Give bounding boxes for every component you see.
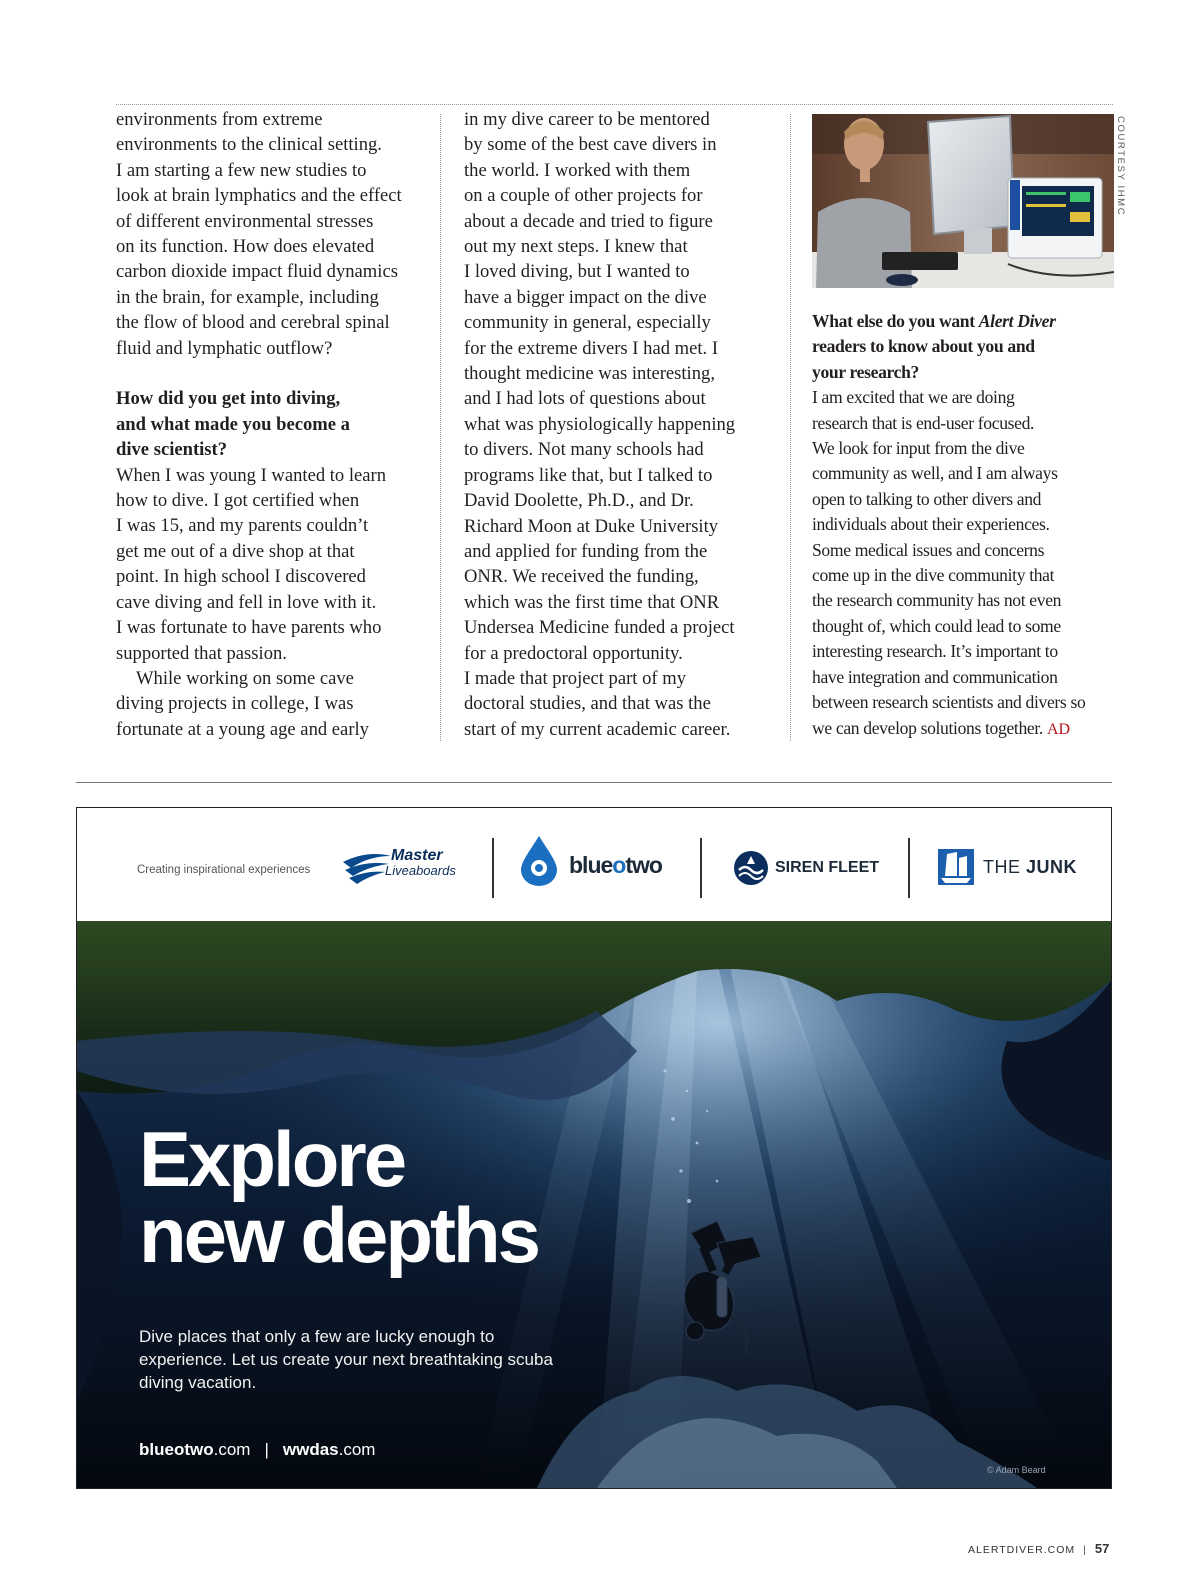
text-line: for the extreme divers I had met. I xyxy=(464,337,719,359)
page-number: 57 xyxy=(1094,1541,1110,1556)
siren-fleet-wordmark: SIREN FLEET xyxy=(775,859,880,876)
water-drop-icon xyxy=(519,834,559,886)
text-line: community as well, and I am always xyxy=(812,463,1058,484)
column-divider-2 xyxy=(790,114,791,741)
ad-tagline: Creating inspirational experiences xyxy=(137,864,311,876)
text-line: thought of, which could lead to some xyxy=(812,615,1061,636)
text-line: fluid and lymphatic outflow? xyxy=(116,337,333,359)
text-line: I was 15, and my parents couldn’t xyxy=(116,515,369,537)
logo-divider xyxy=(908,838,910,898)
text-line: what was physiologically happening xyxy=(464,413,736,435)
text-line: ONR. We received the funding, xyxy=(464,566,699,588)
text-line: by some of the best cave divers in xyxy=(464,134,717,156)
text-line: about a decade and tried to figure xyxy=(464,210,713,232)
text-line: Some medical issues and concerns xyxy=(812,539,1045,560)
page-footer: ALERTDIVER.COM | 57 xyxy=(968,1541,1110,1556)
blue-o-two-wordmark: blueotwo xyxy=(569,852,662,878)
text-line: research that is end-user focused. xyxy=(812,412,1035,433)
text-line: start of my current academic career. xyxy=(464,718,731,740)
lab-scene-illustration xyxy=(812,114,1114,288)
text-line: and I had lots of questions about xyxy=(464,388,706,410)
text-line: out my next steps. I knew that xyxy=(464,236,688,258)
text-line: on a couple of other projects for xyxy=(464,185,703,207)
text-line: open to talking to other divers and xyxy=(812,488,1042,509)
text-line: interesting research. It’s important to xyxy=(812,641,1058,662)
article-column-1 xyxy=(116,107,424,742)
text-line: the research community has not even xyxy=(812,590,1062,611)
text-line: doctoral studies, and that was the xyxy=(464,693,711,715)
text-line: carbon dioxide impact fluid dynamics xyxy=(116,261,398,283)
text-line: and what made you become a xyxy=(116,413,350,435)
text-line: environments from extreme xyxy=(116,109,323,130)
junk-boat-icon xyxy=(937,848,975,886)
text-line: individuals about their experiences. xyxy=(812,514,1050,535)
text-line: dive scientist? xyxy=(116,439,228,461)
text-line: point. In high school I discovered xyxy=(116,566,366,588)
text-line: look at brain lymphatics and the effect xyxy=(116,185,402,207)
ad-urls: blueotwo.com | wwdas.com xyxy=(139,1440,376,1459)
advertisement[interactable] xyxy=(76,807,1112,1489)
paragraph-cave-projects xyxy=(116,666,424,742)
text-line: and applied for funding from the xyxy=(464,540,708,562)
article-column-2 xyxy=(464,107,780,742)
last-line: we can develop solutions together. AD xyxy=(812,717,1071,738)
text-line: programs like that, but I talked to xyxy=(464,464,713,486)
text-line: While working on some cave xyxy=(136,667,354,689)
text-line: cave diving and fell in love with it. xyxy=(116,591,377,613)
paragraph-end-user-research xyxy=(812,385,1114,715)
article-column-3 xyxy=(812,309,1114,742)
text-line: I loved diving, but I wanted to xyxy=(464,261,690,283)
ad-logo-bar xyxy=(77,808,1111,921)
text-line: supported that passion. xyxy=(116,642,287,664)
ad-subtext: Dive places that only a few are lucky enough to experience. Let us create your next breathtaking scuba diving vacation. xyxy=(139,1327,553,1392)
top-dotted-rule xyxy=(116,104,1113,105)
text-line: get me out of a dive shop at that xyxy=(116,540,355,562)
text-line: for a predoctoral opportunity. xyxy=(464,642,683,664)
blueotwo-link[interactable]: blueotwo.com xyxy=(139,1440,251,1459)
text-line: environments to the clinical setting. xyxy=(116,134,382,156)
text-line: How did you get into diving, xyxy=(116,388,341,410)
text-line: Undersea Medicine funded a project xyxy=(464,617,735,639)
question-line-1: What else do you want Alert Diver xyxy=(812,311,1056,331)
question-line-3: your research? xyxy=(812,361,920,382)
text-line: When I was young I wanted to learn xyxy=(116,464,387,486)
text-line: fortunate at a young age and early xyxy=(116,718,369,740)
question-line-2: readers to know about you and xyxy=(812,336,1035,357)
ad-separator-rule xyxy=(76,782,1112,783)
research-photo xyxy=(812,114,1114,288)
text-line: of different environmental stresses xyxy=(116,210,374,232)
ad-headline: Explore new depths xyxy=(139,1115,539,1279)
text-line: the flow of blood and cerebral spinal xyxy=(116,312,390,334)
text-line: diving projects in college, I was xyxy=(116,693,354,715)
text-line: which was the first time that ONR xyxy=(464,591,720,613)
text-line: I was fortunate to have parents who xyxy=(116,617,382,639)
text-line: how to dive. I got certified when xyxy=(116,490,360,512)
paragraph-getting-certified xyxy=(116,463,424,666)
text-line: David Doolette, Ph.D., and Dr. xyxy=(464,490,694,512)
text-line: We look for input from the dive xyxy=(812,438,1025,459)
text-line: in the brain, for example, including xyxy=(116,286,379,308)
siren-emblem-icon xyxy=(733,850,769,886)
signoff-ad: AD xyxy=(1047,720,1071,738)
liveaboards-label: Liveaboards xyxy=(385,863,456,878)
paragraph-dive-career xyxy=(464,107,780,742)
text-line: thought medicine was interesting, xyxy=(464,363,715,385)
text-line: between research scientists and divers so xyxy=(812,692,1086,713)
paragraph-brain-lymphatics xyxy=(116,107,424,361)
master-label: Master xyxy=(391,847,443,864)
text-line: I am excited that we are doing xyxy=(812,387,1015,408)
ad-photo-credit: © Adam Beard xyxy=(987,1465,1046,1475)
text-line: Richard Moon at Duke University xyxy=(464,515,719,537)
paragraph-gap xyxy=(116,361,424,386)
the-junk-wordmark: THE JUNK xyxy=(983,857,1078,877)
photo-credit: COURTESY IHMC xyxy=(1115,116,1126,217)
text-line: to divers. Not many schools had xyxy=(464,439,704,461)
text-line: have integration and communication xyxy=(812,666,1058,687)
text-line: come up in the dive community that xyxy=(812,565,1055,586)
text-line: community in general, especially xyxy=(464,312,711,334)
text-line: I made that project part of my xyxy=(464,667,687,689)
logo-divider xyxy=(700,838,702,898)
text-line: have a bigger impact on the dive xyxy=(464,286,707,308)
wwdas-link[interactable]: wwdas.com xyxy=(282,1440,376,1459)
logo-divider xyxy=(492,838,494,898)
text-line: the world. I worked with them xyxy=(464,159,691,181)
text-line: on its function. How does elevated xyxy=(116,236,375,258)
text-line: I am starting a few new studies to xyxy=(116,159,367,181)
text-line: in my dive career to be mentored xyxy=(464,109,710,130)
column-divider-1 xyxy=(440,114,441,741)
question-how-into-diving xyxy=(116,386,424,462)
footer-site: ALERTDIVER.COM xyxy=(968,1544,1076,1556)
